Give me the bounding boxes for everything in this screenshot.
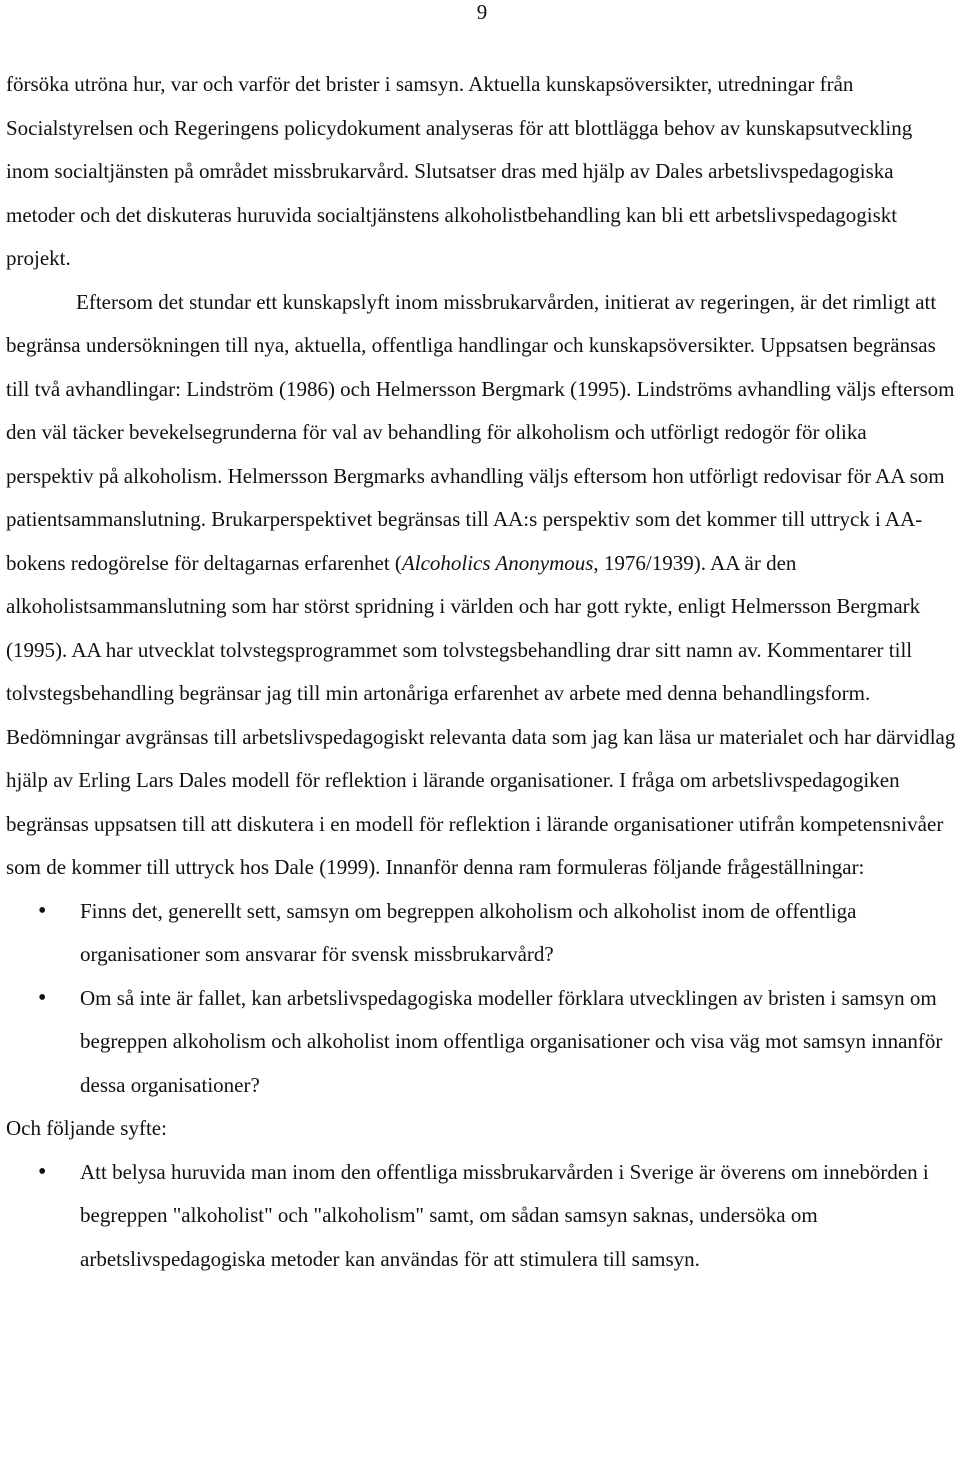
list-item xyxy=(6,1151,957,1282)
paragraph-text-part: Eftersom det stundar ett kunskapslyft inom missbrukarvården, initierat av regeringen, är det rimligt att begränsa undersökningen till nya, aktuella, offentliga handlingar och kunskapsöversikter. Uppsatsen begränsas till två avhandlingar: Lindström (1986) och Helmersson Bergmark (1995). Lindströms avhandling väljs eftersom den väl täcker bevekelsegrunderna för val av behandling för alkoholism och utförligt redogör för olika perspektiv på alkoholism. Helmersson Bergmarks avhandling väljs eftersom hon utförligt redovisar för AA som patientsammanslutning. Brukarperspektivet begränsas till AA:s perspektiv som det kommer till uttryck i AA- bokens redogörelse för deltagarnas erfarenhet ( xyxy=(6,289,955,575)
bullet-icon: • xyxy=(38,984,47,1011)
list-item-text: Finns det, generellt sett, samsyn om begreppen alkoholism och alkoholist inom de offentliga organisationer som ansvarar för svensk missbrukarvård? xyxy=(80,898,857,966)
research-questions-list xyxy=(6,890,957,1108)
list-item xyxy=(6,890,957,977)
aims-intro: Och följande syfte: xyxy=(6,1116,167,1140)
paragraph-text-part: , 1976/1939). AA är den alkoholistsammanslutning som har störst spridning i världen och har gott rykte, enligt Helmersson Bergmark (1995). AA har utvecklat tolvstegsprogrammet som tolvstegsbehandling drar sitt namn av. Kommentarer till tolvstegsbehandling begränsar jag till min artonåriga erfarenhet av arbete med denna behandlingsform. Bedömningar avgränsas till arbetslivspedagogiskt relevanta data som jag kan läsa ur materialet och har därvidlag hjälp av Erling Lars Dales modell för reflektion i lärande organisationer. I fråga om arbetslivspedagogiken begränsas uppsatsen till att diskutera i en modell för reflektion i lärande organisationer utifrån kompetensnivåer som de kommer till uttryck hos Dale (1999). Innanför denna ram formuleras följande frågeställningar: xyxy=(6,550,956,879)
list-item-text: Att belysa huruvida man inom den offentliga missbrukarvården i Sverige är överens om innebörden i begreppen "alkoholist" och "alkoholism" samt, om sådan samsyn saknas, undersöka om arbetslivspedagogiska metoder kan användas för att stimulera till samsyn. xyxy=(80,1159,929,1271)
book-title-italic: Alcoholics Anonymous xyxy=(401,550,594,575)
list-item-text: Om så inte är fallet, kan arbetslivspedagogiska modeller förklara utvecklingen av bristen i samsyn om begreppen alkoholism och alkoholist inom offentliga organisationer och visa väg mot samsyn innanför dessa organisationer? xyxy=(80,985,943,1097)
document-body xyxy=(6,63,957,1281)
bullet-icon: • xyxy=(38,897,47,924)
bullet-icon: • xyxy=(38,1158,47,1185)
list-item xyxy=(6,977,957,1108)
page-number: 9 xyxy=(476,0,488,24)
aims-list xyxy=(6,1151,957,1282)
paragraph-intro: försöka utröna hur, var och varför det brister i samsyn. Aktuella kunskapsöversikter, utredningar från Socialstyrelsen och Regeringens policydokument analyseras för att blottlägga behov av kunskapsutveckling inom socialtjänsten på området missbrukarvård. Slutsatser dras med hjälp av Dales arbetslivspedagogiska metoder och det diskuteras huruvida socialtjänstens alkoholistbehandling kan bli ett arbetslivspedagogiskt projekt. xyxy=(6,72,913,270)
paragraph-delimitations xyxy=(6,281,957,890)
